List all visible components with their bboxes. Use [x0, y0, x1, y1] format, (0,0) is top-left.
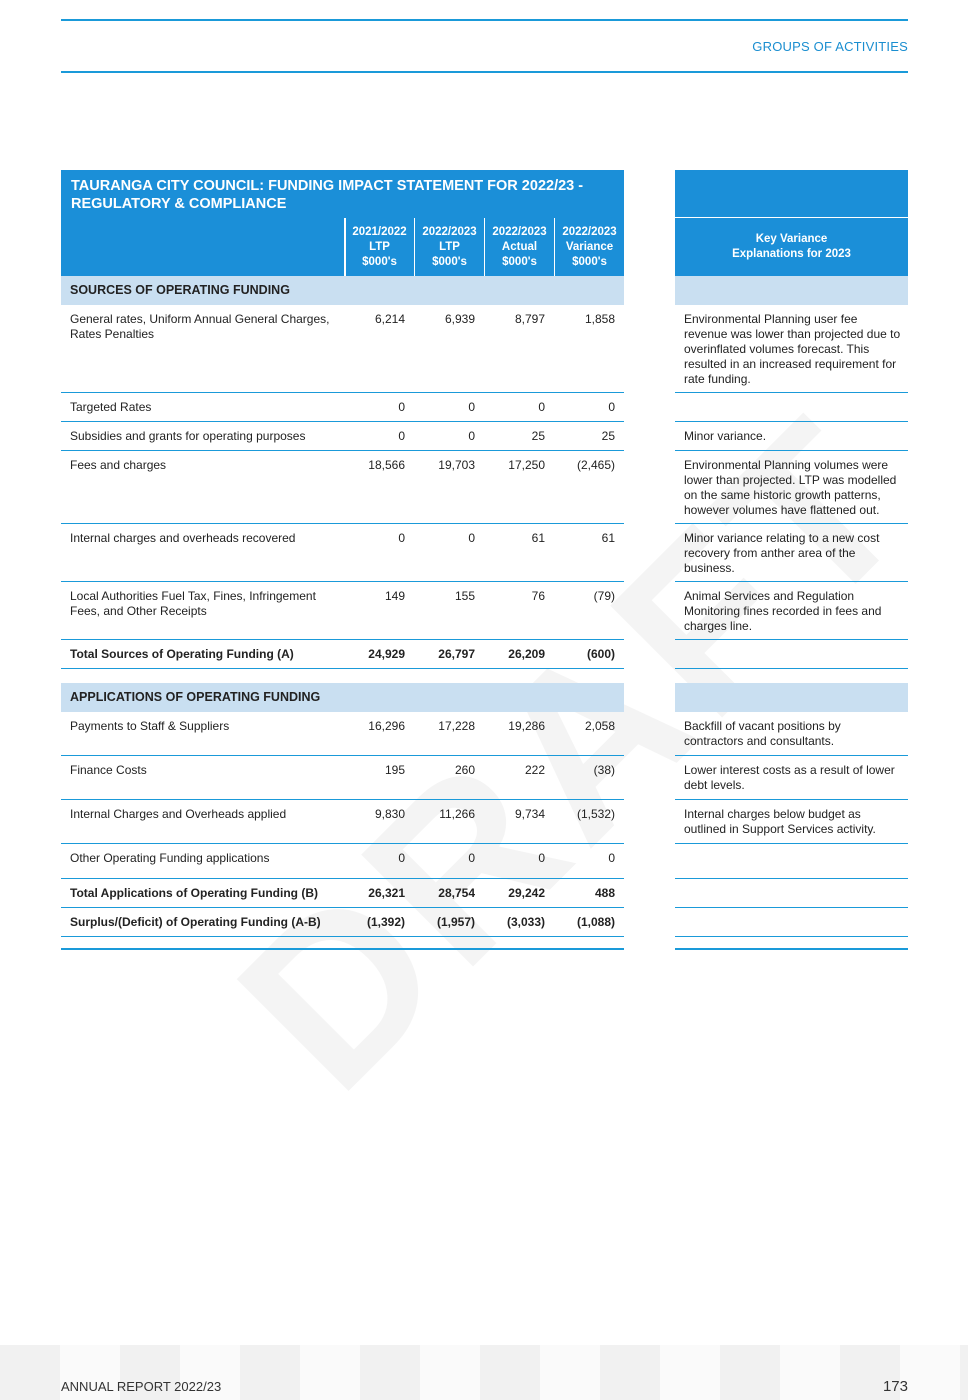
cell-value: 17,228 — [438, 719, 475, 733]
cell-value: 26,797 — [438, 647, 475, 661]
table-row — [61, 844, 624, 879]
row-label: Finance Costs — [70, 763, 147, 777]
cell-value: 155 — [454, 589, 475, 603]
table-row — [61, 712, 624, 756]
table-row — [61, 422, 624, 451]
total-row — [61, 640, 624, 669]
cell-value: 19,286 — [508, 719, 545, 733]
section-sources-label: SOURCES OF OPERATING FUNDING — [70, 283, 290, 297]
footer-report-title: ANNUAL REPORT 2022/23 — [61, 1379, 222, 1394]
cell-value: 1,858 — [584, 312, 615, 326]
table-row — [61, 451, 624, 524]
explanation-text: Backfill of vacant positions by contractors and consultants. — [684, 719, 841, 748]
table-row — [61, 305, 624, 393]
cell-value: 9,734 — [514, 807, 545, 821]
section-applications-band — [61, 683, 624, 712]
variance-explanation — [675, 393, 908, 422]
header-separator — [345, 218, 346, 276]
cell-value: (2,465) — [576, 458, 615, 472]
row-label: Payments to Staff & Suppliers — [70, 719, 230, 733]
key-variance-bottom-rule — [675, 948, 908, 950]
cell-value: 0 — [398, 531, 405, 545]
cell-value: 0 — [608, 851, 615, 865]
cell-value: 26,209 — [508, 647, 545, 661]
cell-value: 8,797 — [514, 312, 545, 326]
explanation-text: Environmental Planning volumes were lower than projected. LTP was modelled on the same historic growth patterns, however volumes have flattened out. — [684, 458, 897, 517]
explanation-text: Internal charges below budget as outlined in Support Services activity. — [684, 807, 876, 836]
cell-value: 222 — [524, 763, 545, 777]
key-variance-header: Key Variance Explanations for 2023 — [675, 218, 908, 276]
variance-explanation — [675, 582, 908, 640]
variance-explanation — [675, 800, 908, 844]
table-row — [61, 524, 624, 582]
cell-value: 0 — [538, 400, 545, 414]
cell-value: 488 — [594, 886, 615, 900]
cell-value: 61 — [531, 531, 545, 545]
variance-explanation — [675, 451, 908, 524]
cell-value: 0 — [538, 851, 545, 865]
variance-explanation — [675, 524, 908, 582]
variance-explanation — [675, 844, 908, 879]
cell-value: 61 — [601, 531, 615, 545]
cell-value: 26,321 — [368, 886, 405, 900]
row-label: Other Operating Funding applications — [70, 851, 270, 865]
cell-value: (3,033) — [506, 915, 545, 929]
key-variance-title-block — [675, 170, 908, 217]
column-header: 2022/2023 Variance $000's — [554, 218, 624, 276]
table-row — [61, 756, 624, 800]
column-header: 2022/2023 Actual $000's — [484, 218, 554, 276]
section-applications-label: APPLICATIONS OF OPERATING FUNDING — [70, 690, 321, 704]
cell-value: 0 — [608, 400, 615, 414]
cell-value: 260 — [454, 763, 475, 777]
column-header-row — [61, 218, 624, 276]
cell-value: 149 — [384, 589, 405, 603]
row-label: Surplus/(Deficit) of Operating Funding (A-B) — [70, 915, 321, 929]
explanation-text: Lower interest costs as a result of lower debt levels. — [684, 763, 895, 792]
cell-value: 25 — [531, 429, 545, 443]
cell-value: 76 — [531, 589, 545, 603]
cell-value: 11,266 — [439, 807, 475, 821]
row-label: Fees and charges — [70, 458, 167, 472]
cell-value: (1,532) — [576, 807, 615, 821]
cell-value: (600) — [586, 647, 615, 661]
column-header: 2021/2022 LTP $000's — [344, 218, 414, 276]
table-row — [61, 582, 624, 640]
row-label: Subsidies and grants for operating purposes — [70, 429, 306, 443]
cell-value: 18,566 — [368, 458, 405, 472]
explanation-text: Animal Services and Regulation Monitoring fines recorded in fees and charges line. — [684, 589, 882, 633]
total-row — [61, 908, 624, 937]
row-label: Local Authorities Fuel Tax, Fines, Infringement Fees, and Other Receipts — [70, 589, 316, 618]
section-label: GROUPS OF ACTIVITIES — [752, 39, 908, 54]
variance-explanation — [675, 305, 908, 393]
header-rule — [61, 71, 908, 73]
table-title: TAURANGA CITY COUNCIL: FUNDING IMPACT STATEMENT FOR 2022/23 - REGULATORY & COMPLIANCE — [61, 170, 624, 218]
column-header: 2022/2023 LTP $000's — [414, 218, 484, 276]
variance-explanation — [675, 712, 908, 756]
cell-value: 195 — [384, 763, 405, 777]
variance-explanation — [675, 908, 908, 937]
explanation-text: Environmental Planning user fee revenue was lower than projected due to overinflated volumes forecast. This resulted in an increased requirement for rate funding. — [684, 312, 901, 386]
top-rule — [61, 19, 908, 21]
cell-value: (79) — [593, 589, 615, 603]
cell-value: 25 — [601, 429, 615, 443]
cell-value: (1,088) — [576, 915, 615, 929]
variance-explanation — [675, 879, 908, 908]
section-sources-band — [61, 276, 624, 305]
cell-value: 0 — [398, 851, 405, 865]
cell-value: 17,250 — [508, 458, 545, 472]
cell-value: 6,214 — [374, 312, 405, 326]
table-bottom-rule — [61, 948, 624, 950]
cell-value: (1,957) — [436, 915, 475, 929]
cell-value: (38) — [593, 763, 615, 777]
explanation-text: Minor variance relating to a new cost recovery from anther area of the business. — [684, 531, 880, 575]
cell-value: 6,939 — [444, 312, 475, 326]
page-number: 173 — [882, 1378, 908, 1395]
cell-value: 28,754 — [438, 886, 475, 900]
row-label: Total Sources of Operating Funding (A) — [70, 647, 294, 661]
variance-explanation — [675, 640, 908, 669]
row-label: Total Applications of Operating Funding (B) — [70, 886, 318, 900]
variance-explanation — [675, 422, 908, 451]
table-row — [61, 800, 624, 844]
cell-value: 0 — [468, 429, 475, 443]
cell-value: 2,058 — [584, 719, 615, 733]
cell-value: 0 — [468, 531, 475, 545]
cell-value: 24,929 — [368, 647, 405, 661]
cell-value: 16,296 — [368, 719, 405, 733]
explanation-text: Minor variance. — [684, 429, 767, 443]
table-row — [61, 393, 624, 422]
variance-explanation — [675, 756, 908, 800]
cell-value: 0 — [398, 400, 405, 414]
row-label: Targeted Rates — [70, 400, 152, 414]
cell-value: 9,830 — [374, 807, 405, 821]
cell-value: 19,703 — [438, 458, 475, 472]
cell-value: (1,392) — [366, 915, 405, 929]
row-label: Internal charges and overheads recovered — [70, 531, 296, 545]
key-variance-section-band — [675, 276, 908, 305]
cell-value: 29,242 — [508, 886, 545, 900]
cell-value: 0 — [468, 400, 475, 414]
cell-value: 0 — [468, 851, 475, 865]
row-label: General rates, Uniform Annual General Charges, Rates Penalties — [70, 312, 330, 341]
row-label: Internal Charges and Overheads applied — [70, 807, 287, 821]
total-row — [61, 879, 624, 908]
cell-value: 0 — [398, 429, 405, 443]
key-variance-section-band — [675, 683, 908, 712]
